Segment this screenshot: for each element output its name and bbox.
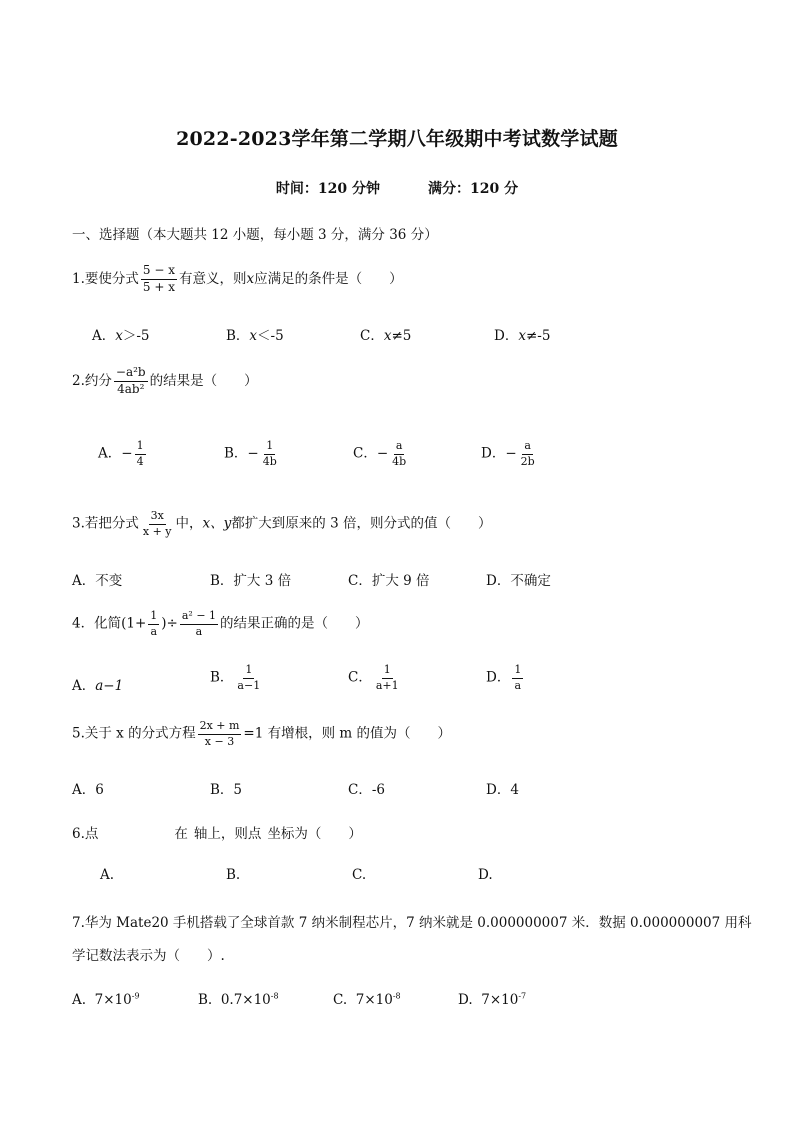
q5-option-d[interactable]: D．4: [486, 782, 519, 798]
q7-option-a[interactable]: A. $7\times 10^{-9}$: [72, 991, 140, 1008]
q4-option-a[interactable]: A．a−1: [72, 678, 124, 694]
q3-option-a[interactable]: A．不变: [72, 573, 123, 589]
question-7-line-2: 学记数法表示为（ ）.: [72, 948, 225, 964]
q6-option-b[interactable]: B.: [226, 867, 241, 883]
q3-option-d[interactable]: D．不确定: [486, 573, 551, 589]
q6-option-d[interactable]: D.: [478, 867, 493, 883]
q5-option-c[interactable]: C．-6: [348, 782, 385, 798]
q5-option-a[interactable]: A．6: [72, 782, 104, 798]
q2-option-a[interactable]: A．− $\frac{1}{4}$: [98, 439, 144, 468]
full-score: 满分：120 分: [428, 181, 519, 197]
question-5: 5.关于 x 的分式方程 $\frac{2x + m}{x - 3}$ =1 有增根，则 m 的值为（ ）: [72, 719, 451, 748]
q7-option-d[interactable]: D. $7\times 10^{-7}$: [458, 991, 527, 1008]
q1-option-a[interactable]: A．x＞-5: [92, 328, 150, 344]
question-3: 3.若把分式 $\frac{3x}{x + y}$ 中，x、y都扩大到原来的 3 倍，则分式的值（ ）: [72, 509, 492, 538]
q1-option-d[interactable]: D．x≠-5: [494, 328, 551, 344]
q2-option-d[interactable]: D．− $\frac{a}{2b}$: [481, 439, 535, 468]
q7-option-b[interactable]: B. $0.7\times 10^{-8}$: [198, 991, 279, 1008]
q6-option-c[interactable]: C.: [352, 867, 367, 883]
q1-option-b[interactable]: B．x＜-5: [226, 328, 284, 344]
q1-option-c[interactable]: C．x≠5: [360, 328, 412, 344]
exam-info: [0, 178, 794, 198]
q6-option-a[interactable]: A.: [100, 867, 115, 883]
q2-option-b[interactable]: B．− $\frac{1}{4b}$: [224, 439, 277, 468]
q4-option-d[interactable]: D． $\frac{1}{a}$: [486, 663, 522, 692]
q3-fraction: $\frac{3x}{x + y}$: [142, 509, 172, 538]
section-heading: 一、选择题（本大题共 12 小题，每小题 3 分，满分 36 分）: [72, 227, 438, 243]
question-2: 2.约分 $\frac{\text{−a²b}}{\text{4ab²}}$ 的结果是（ ）: [72, 365, 258, 396]
q3-option-c[interactable]: C．扩大 9 倍: [348, 573, 430, 589]
q2-fraction: $\frac{\text{−a²b}}{\text{4ab²}}$: [115, 365, 146, 396]
q5-option-b[interactable]: B．5: [210, 782, 243, 798]
q2-option-c[interactable]: C．− $\frac{a}{4b}$: [353, 439, 407, 468]
q7-option-c[interactable]: C. $7\times 10^{-8}$: [333, 991, 401, 1008]
q3-option-b[interactable]: B．扩大 3 倍: [210, 573, 292, 589]
exam-time: 时间：120 分钟: [275, 181, 380, 197]
question-1: 1.要使分式 $\frac{5 - x}{5 + x}$ 有意义，则x应满足的条件是（ ）: [72, 263, 403, 294]
question-7-line-1: 7.华为 Mate20 手机搭载了全球首款 7 纳米制程芯片，7 纳米就是 0.000000007 米．数据 0.000000007 用科: [72, 915, 752, 931]
exam-title: 2022-2023学年第二学期八年级期中考试数学试题: [176, 128, 618, 150]
q5-fraction: $\frac{2x + m}{x - 3}$: [199, 719, 240, 748]
q4-option-c[interactable]: C． $\frac{1}{a+1}$: [348, 663, 399, 692]
question-6: 6.点 在 轴上，则点 坐标为（ ）: [72, 826, 362, 842]
q1-fraction: $\frac{5 - x}{5 + x}$: [142, 263, 175, 294]
q4-option-b[interactable]: B． $\frac{1}{a-1}$: [210, 663, 261, 692]
question-4: 4．化简(1+ $\frac{1}{a}$ )÷ $\frac{\text{a² − 1}}{a}$ 的结果正确的是（ ）: [72, 609, 369, 638]
